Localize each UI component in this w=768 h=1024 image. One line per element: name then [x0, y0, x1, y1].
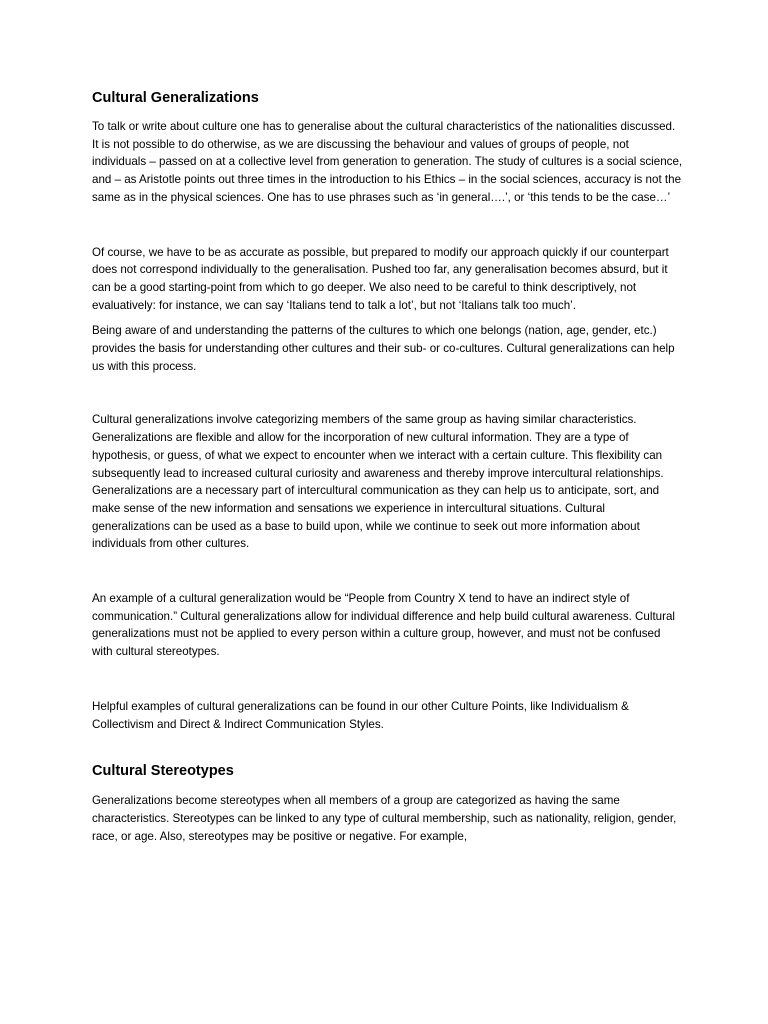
paragraph: Generalizations become stereotypes when all members of a group are categorized as having the same characteristics. Stereotypes can be linked to any type of cultural membership, such as nationality, religion, gender, race, or age. Also, stereotypes may be positive or negative. For example, — [92, 794, 677, 843]
paragraph: Cultural generalizations involve categorizing members of the same group as having similar characteristics. Generalizations are flexible and allow for the incorporation of new cultural information. They are a type of hypothesis, or guess, of what we expect to encounter when we interact with a certain culture. This flexibility can subsequently lead to increased cultural curiosity and awareness and thereby improve intercultural relationships. Generalizations are a necessary part of intercultural communication as they can help us to anticipate, sort, and make sense of the new information and sensations we experience in intercultural situations. Cultural generalizations can be used as a base to build upon, while we continue to seek out more information about individuals from other cultures. — [92, 413, 664, 551]
section-heading-cultural-stereotypes: Cultural Stereotypes — [92, 763, 234, 780]
paragraph: Of course, we have to be as accurate as possible, but prepared to modify our approach quickly if our counterpart does not correspond individually to the generalisation. Pushed too far, any generalisation becomes absurd, but it can be a good starting-point from which to go deeper. We also need to be careful to think descriptively, not evaluatively: for instance, we can say ‘Italians tend to talk a lot’, but not ‘Italians talk too much’. — [92, 245, 669, 312]
paragraph: To talk or write about culture one has to generalise about the cultural characteristics of the nationalities discussed. It is not possible to do otherwise, as we are discussing the behaviour and values of groups of people, not individuals – passed on at a collective level from generation to generation. The study of cultures is a social science, and – as Aristotle points out three times in the introduction to his Ethics – in the social sciences, accuracy is not the same as in the physical sciences. One has to use phrases such as ‘in general….’, or ‘this tends to be the case…’ — [92, 120, 683, 204]
paragraph: An example of a cultural generalization would be “People from Country X tend to have an indirect style of communication.” Cultural generalizations allow for individual difference and help build cultural awareness. Cultural generalizations must not be applied to every person within a culture group, however, and must not be confused with cultural stereotypes. — [92, 592, 676, 659]
section-heading-cultural-generalizations: Cultural Generalizations — [92, 90, 259, 106]
document-body — [92, 88, 684, 845]
paragraph: Being aware of and understanding the patterns of the cultures to which one belongs (nation, age, gender, etc.) provides the basis for understanding other cultures and their sub- or co-cultures. Cultural generalizations can help us with this process. — [92, 324, 675, 373]
paragraph: Helpful examples of cultural generalizations can be found in our other Culture Points, like Individualism & Collectivism and Direct & Indirect Communication Styles. — [92, 699, 629, 731]
